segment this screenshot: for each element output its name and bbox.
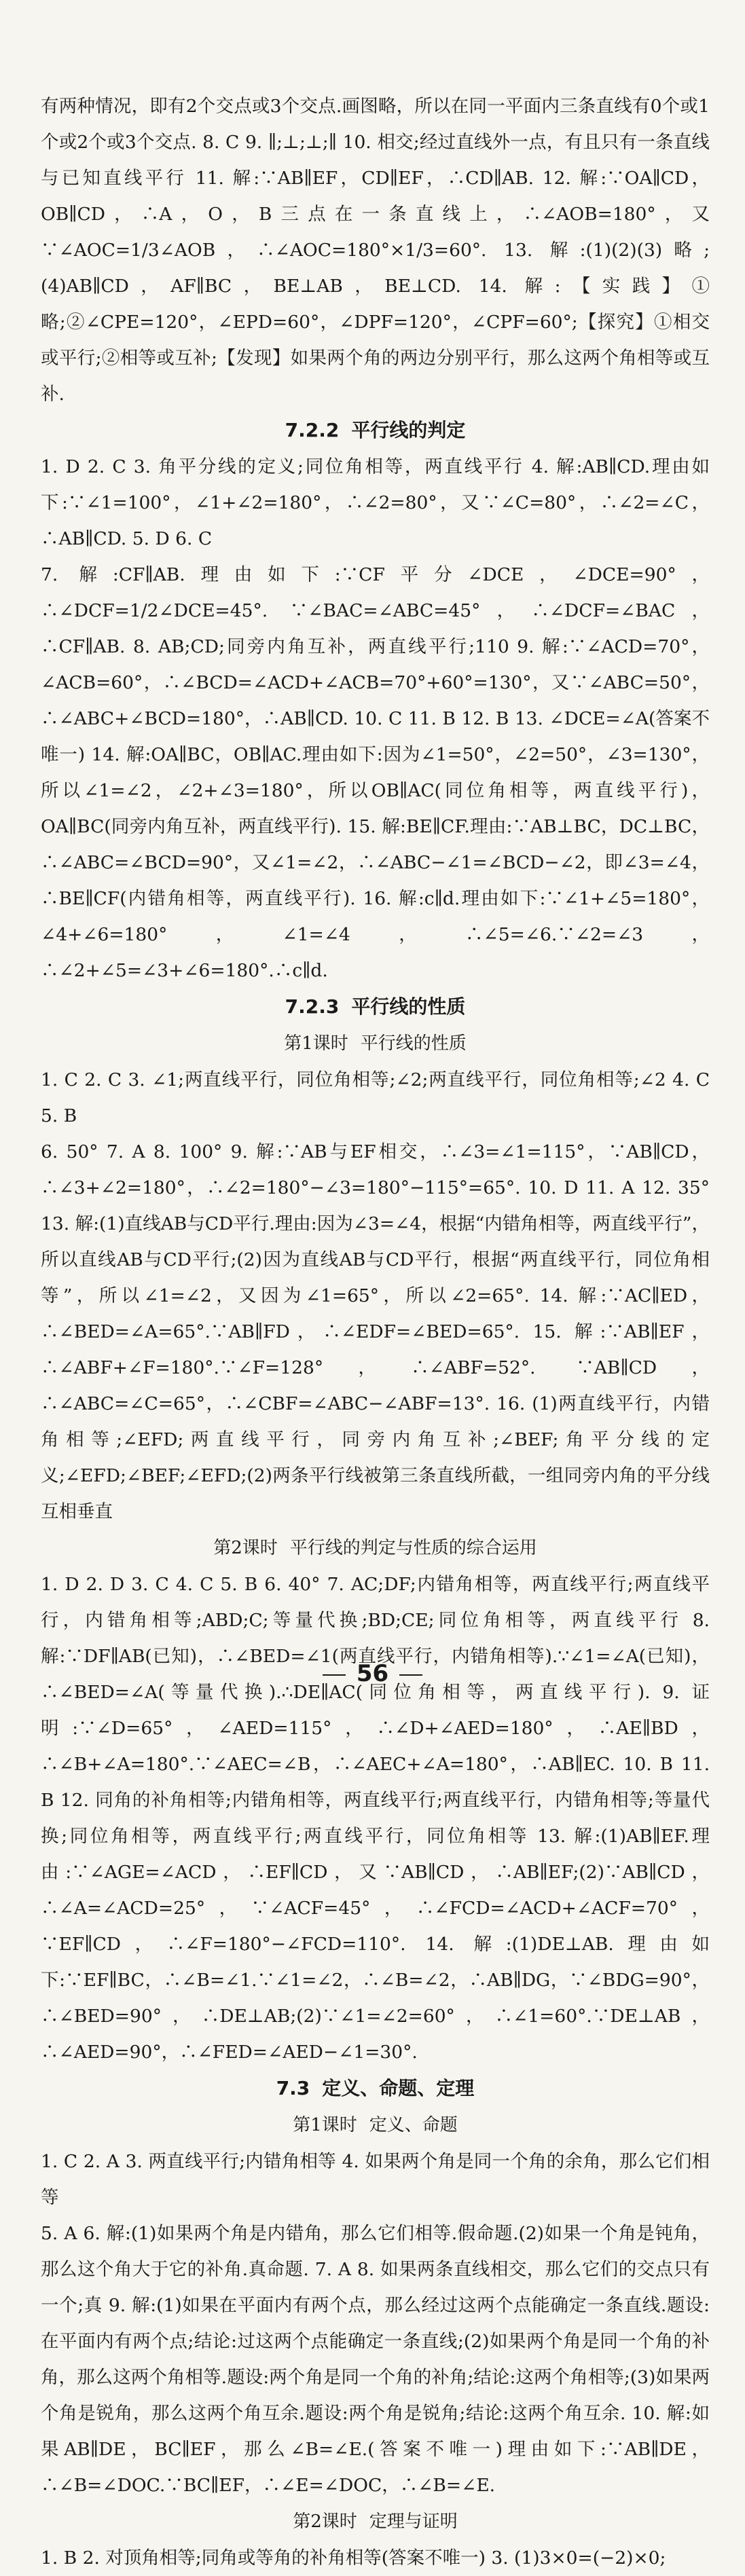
section-number: 7.2.2: [285, 419, 340, 441]
answer-paragraph: 1. D 2. C 3. 角平分线的定义;同位角相等，两直线平行 4. 解:AB∥CD.理由如下:∵∠1=100°，∠1+∠2=180°，∴∠2=80°，又∵∠C=80°，∴∠2=∠C，∴AB∥CD. 5. D 6. C: [41, 456, 710, 549]
lesson-heading: [41, 1025, 710, 1062]
section-title: 平行线的性质: [351, 995, 466, 1018]
dash-divider: [323, 1674, 346, 1676]
lesson-title: 平行线的性质: [360, 1033, 467, 1054]
answer-content: [41, 88, 710, 2576]
answer-paragraph: 有两种情况，即有2个交点或3个交点.画图略，所以在同一平面内三条直线有0个或1个或2个或3个交点. 8. C 9. ∥;⊥;⊥;∥ 10. 相交;经过直线外一点，有且只有一条直线与已知直线平行 11. 解:∵AB∥EF，CD∥EF，∴CD∥AB. 12. 解:∵OA∥CD，OB∥CD，∴A，O，B三点在一条直线上，∴∠AOB=180°，又∵∠AOC=1/3∠AOB，∴∠AOC=180°×1/3=60°. 13. 解:(1)(2)(3)略;(4)AB∥CD，AF∥BC，BE⊥AB，BE⊥CD. 14. 解:【实践】①略;②∠CPE=120°，∠EPD=60°，∠DPF=120°，∠CPF=60°;【探究】①相交或平行;②相等或互补;【发现】如果两个角的两边分别平行，那么这两个角相等或互补.: [41, 96, 710, 405]
section-title: 平行线的判定: [351, 419, 466, 441]
section-heading-7-2-2: [41, 412, 710, 449]
section-heading-7-3: [41, 2070, 710, 2107]
section-number: 7.3: [276, 2077, 310, 2099]
answer-paragraph: 1. D 2. D 3. C 4. C 5. B 6. 40° 7. AC;DF;内错角相等，两直线平行;两直线平行，内错角相等;ABD;C;等量代换;BD;CE;同位角相等，两直线平行 8. 解:∵DF∥AB(已知)，∴∠BED=∠1(两直线平行，内错角相等).∵∠1=∠A(已知)，∴∠BED=∠A(等量代换).∴DE∥AC(同位角相等，两直线平行). 9. 证明:∵∠D=65°，∠AED=115°，∴∠D+∠AED=180°，∴AE∥BD，∴∠B+∠A=180°.∵∠AEC=∠B，∴∠AEC+∠A=180°，∴AB∥EC. 10. B 11. B 12. 同角的补角相等;内错角相等，两直线平行;两直线平行，内错角相等;等量代换;同位角相等，两直线平行;两直线平行，同位角相等 13. 解:(1)AB∥EF.理由:∵∠AGE=∠ACD，∴EF∥CD，又∵AB∥CD，∴AB∥EF;(2)∵AB∥CD，∴∠A=∠ACD=25°，∵∠ACF=45°，∴∠FCD=∠ACD+∠ACF=70°，∵EF∥CD，∴∠F=180°−∠FCD=110°. 14. 解:(1)DE⊥AB.理由如下:∵EF∥BC，∴∠B=∠1.∵∠1=∠2，∴∠B=∠2，∴AB∥DG，∵∠BDG=90°，∴∠BED=90°，∴DE⊥AB;(2)∵∠1=∠2=60°，∴∠1=60°.∵DE⊥AB，∴∠AED=90°，∴∠FED=∠AED−∠1=30°.: [41, 1574, 710, 2063]
answer-paragraph: 1. C 2. A 3. 两直线平行;内错角相等 4. 如果两个角是同一个角的余角，那么它们相等: [41, 2151, 710, 2208]
lesson-heading: [41, 2503, 710, 2540]
lesson-title: 平行线的判定与性质的综合运用: [289, 1538, 537, 1558]
answer-paragraph: 7. 解:CF∥AB.理由如下:∵CF平分∠DCE，∠DCE=90°，∴∠DCF=1/2∠DCE=45°. ∵∠BAC=∠ABC=45°，∴∠DCF=∠BAC，∴CF∥AB. 8. AB;CD;同旁内角互补，两直线平行;110 9. 解:∵∠ACD=70°，∠ACB=60°，∴∠BCD=∠ACD+∠ACB=70°+60°=130°，又∵∠ABC=50°，∴∠ABC+∠BCD=180°，∴AB∥CD. 10. C 11. B 12. B 13. ∠DCE=∠A(答案不唯一) 14. 解:OA∥BC，OB∥AC.理由如下:因为∠1=50°，∠2=50°，∠3=130°，所以∠1=∠2，∠2+∠3=180°，所以OB∥AC(同位角相等，两直线平行)，OA∥BC(同旁内角互补，两直线平行). 15. 解:BE∥CF.理由:∵AB⊥BC，DC⊥BC，∴∠ABC=∠BCD=90°，又∠1=∠2，∴∠ABC−∠1=∠BCD−∠2，即∠3=∠4，∴BE∥CF(内错角相等，两直线平行). 16. 解:c∥d.理由如下:∵∠1+∠5=180°，∠4+∠6=180°，∠1=∠4，∴∠5=∠6.∵∠2=∠3，∴∠2+∠5=∠3+∠6=180°.∴c∥d.: [41, 564, 710, 981]
lesson-heading: [41, 1530, 710, 1566]
page-number-value: 56: [356, 1660, 389, 1687]
lesson-label: 第2课时: [213, 1538, 278, 1558]
lesson-heading: [41, 2107, 710, 2143]
answer-paragraph: 6. 50° 7. A 8. 100° 9. 解:∵AB与EF相交，∴∠3=∠1=115°，∵AB∥CD，∴∠3+∠2=180°，∴∠2=180°−∠3=180°−115°=65°. 10. D 11. A 12. 35° 13. 解:(1)直线AB与CD平行.理由:因为∠3=∠4，根据“内错角相等，两直线平行”，所以直线AB与CD平行;(2)因为直线AB与CD平行，根据“两直线平行，同位角相等”，所以∠1=∠2，又因为∠1=65°，所以∠2=65°. 14. 解:∵AC∥ED，∴∠BED=∠A=65°.∵AB∥FD，∴∠EDF=∠BED=65°. 15. 解:∵AB∥EF，∴∠ABF+∠F=180°.∵∠F=128°，∴∠ABF=52°. ∵AB∥CD，∴∠ABC=∠C=65°，∴∠CBF=∠ABC−∠ABF=13°. 16. (1)两直线平行，内错角相等;∠EFD;两直线平行，同旁内角互补;∠BEF;角平分线的定义;∠EFD;∠BEF;∠EFD;(2)两条平行线被第三条直线所截，一组同旁内角的平分线互相垂直: [41, 1141, 710, 1522]
answer-paragraph: 1. B 2. 对顶角相等;同角或等角的补角相等(答案不唯一) 3. (1)3×0=(−2)×0;: [41, 2547, 666, 2569]
lesson-label: 第1课时: [284, 1033, 348, 1054]
page-number: [0, 1660, 745, 1687]
dash-divider: [399, 1674, 422, 1676]
answer-paragraph: 5. A 6. 解:(1)如果两个角是内错角，那么它们相等.假命题.(2)如果一个角是钝角，那么这个角大于它的补角.真命题. 7. A 8. 如果两条直线相交，那么它们的交点只有一个;真 9. 解:(1)如果在平面内有两个点，那么经过这两个点能确定一条直线.题设:在平面内有两个点;结论:过这两个点能确定一条直线;(2)如果两个角是同一个角的补角，那么这两个角相等.题设:两个角是同一个角的补角;结论:这两个角相等;(3)如果两个角是锐角，那么这两个角互余.题设:两个角是锐角;结论:这两个角互余. 10. 解:如果AB∥DE，BC∥EF，那么∠B=∠E.(答案不唯一)理由如下:∵AB∥DE，∴∠B=∠DOC.∵BC∥EF，∴∠E=∠DOC，∴∠B=∠E.: [41, 2223, 710, 2496]
section-number: 7.2.3: [285, 995, 340, 1018]
lesson-label: 第2课时: [293, 2511, 357, 2532]
lesson-title: 定理与证明: [369, 2511, 458, 2532]
lesson-label: 第1课时: [293, 2115, 357, 2135]
section-heading-7-2-3: [41, 989, 710, 1025]
lesson-title: 定义、命题: [369, 2115, 458, 2135]
section-title: 定义、命题、定理: [322, 2077, 475, 2099]
answer-paragraph: 1. C 2. C 3. ∠1;两直线平行，同位角相等;∠2;两直线平行，同位角相等;∠2 4. C 5. B: [41, 1069, 710, 1126]
